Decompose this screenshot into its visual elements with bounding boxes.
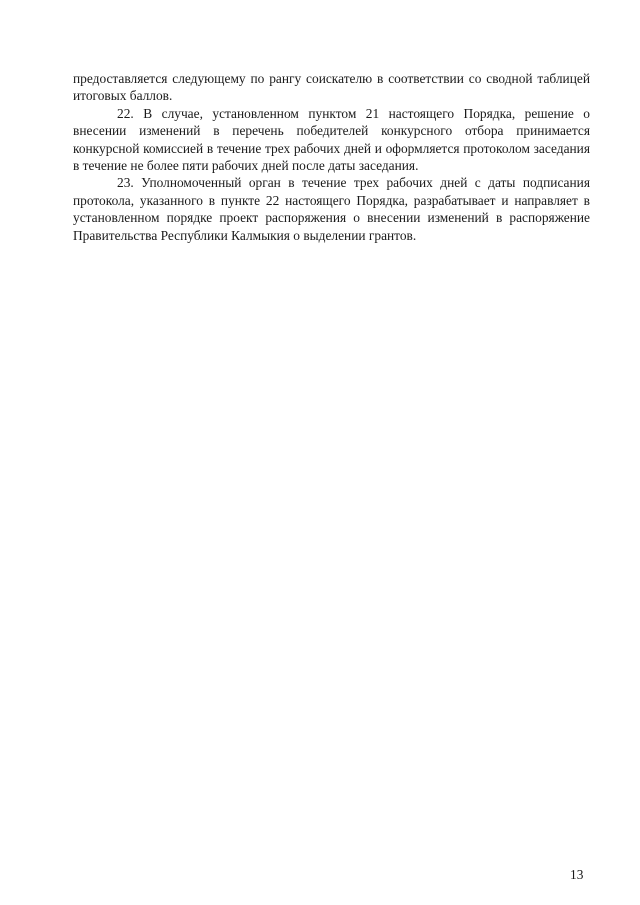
document-body — [73, 70, 590, 244]
paragraph-continuation: предоставляется следующему по рангу соискателю в соответствии со сводной таблицей итоговых баллов. — [73, 71, 590, 104]
page-number: 13 — [570, 867, 584, 882]
paragraph-item-23: 23. Уполномоченный орган в течение трех рабочих дней с даты подписания протокола, указанного в пункте 22 настоящего Порядка, разрабатывает и направляет в установленном порядке проект распоряжения о внесении изменений в распоряжение Правительства Республики Калмыкия о выделении грантов. — [73, 175, 590, 243]
paragraph-item-22: 22. В случае, установленном пунктом 21 настоящего Порядка, решение о внесении изменений в перечень победителей конкурсного отбора принимается конкурсной комиссией в течение трех рабочих дней и оформляется протоколом заседания в течение не более пяти рабочих дней после даты заседания. — [73, 105, 590, 174]
